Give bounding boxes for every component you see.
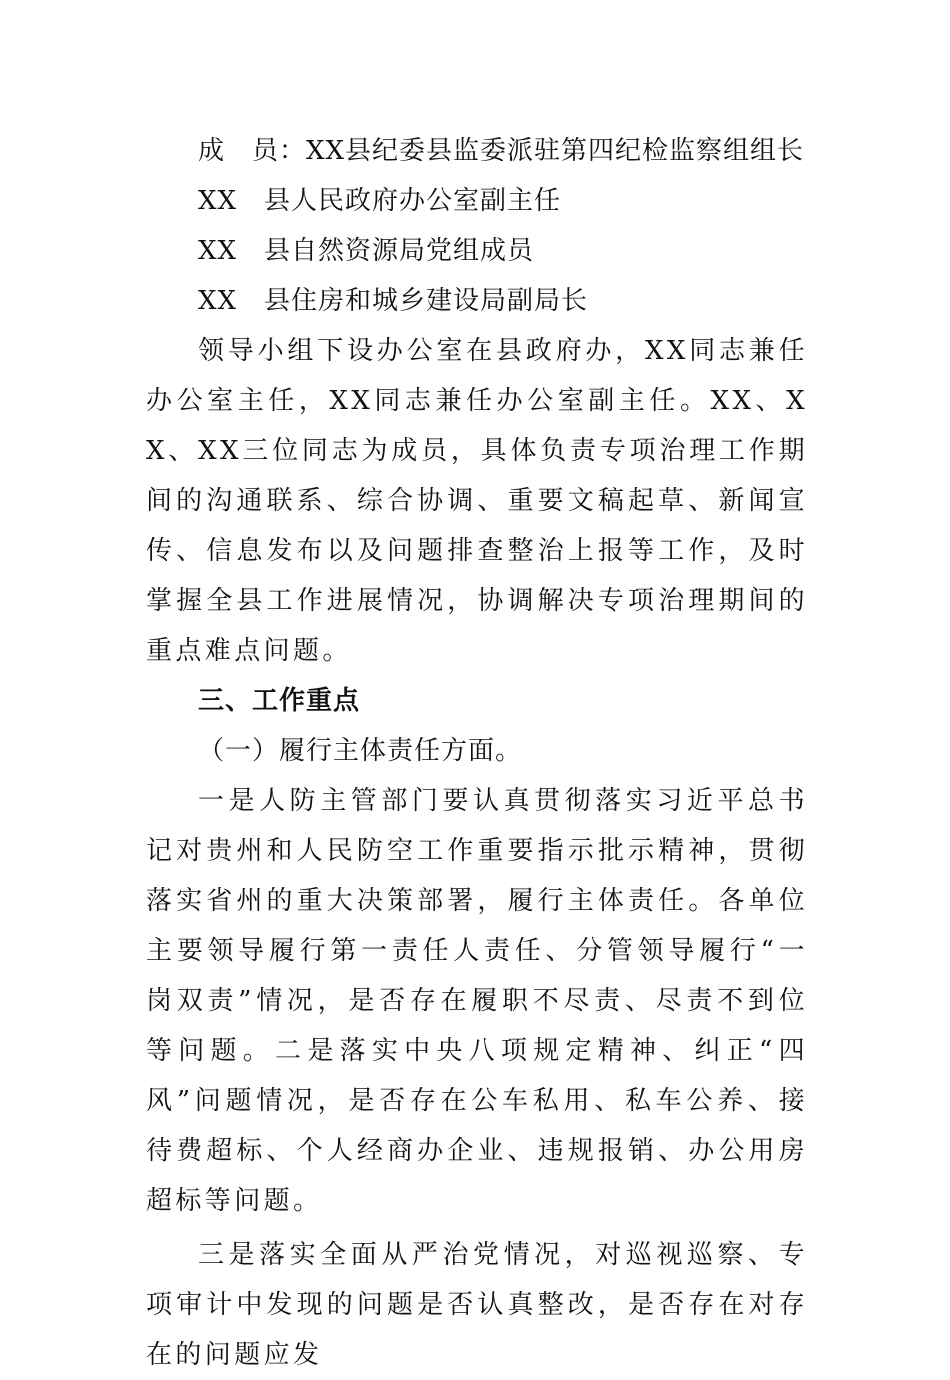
member-line-4: XX 县住房和城乡建设局副局长 — [198, 286, 589, 316]
subsection-heading: （一）履行主体责任方面。 — [198, 736, 523, 766]
body-paragraph-2: 三是落实全面从严治党情况，对巡视巡察、专项审计中发现的问题是否认真整改，是否存在对存在的问题应发 — [146, 1240, 808, 1370]
section-heading: 三、工作重点 — [198, 686, 361, 716]
member-line-3: XX 县自然资源局党组成员 — [198, 236, 535, 266]
document-body — [146, 126, 808, 1380]
body-paragraph-1: 一是人防主管部门要认真贯彻落实习近平总书记对贵州和人民防空工作重要指示批示精神，贯彻落实省州的重大决策部署，履行主体责任。各单位主要领导履行第一责任人责任、分管领导履行“一岗双责”情况，是否存在履职不尽责、尽责不到位等问题。二是落实中央八项规定精神、纠正“四风”问题情况，是否存在公车私用、私车公养、接待费超标、个人经商办企业、违规报销、办公用房超标等问题。 — [146, 786, 808, 1216]
member-line-2: XX 县人民政府办公室副主任 — [198, 186, 562, 216]
member-line-1: 成 员：XX县纪委县监委派驻第四纪检监察组组长 — [198, 136, 805, 166]
office-paragraph: 领导小组下设办公室在县政府办，XX同志兼任办公室主任，XX同志兼任办公室副主任。XX、XX、XX三位同志为成员，具体负责专项治理工作期间的沟通联系、综合协调、重要文稿起草、新闻宣传、信息发布以及问题排查整治上报等工作，及时掌握全县工作进展情况，协调解决专项治理期间的重点难点问题。 — [146, 336, 808, 666]
